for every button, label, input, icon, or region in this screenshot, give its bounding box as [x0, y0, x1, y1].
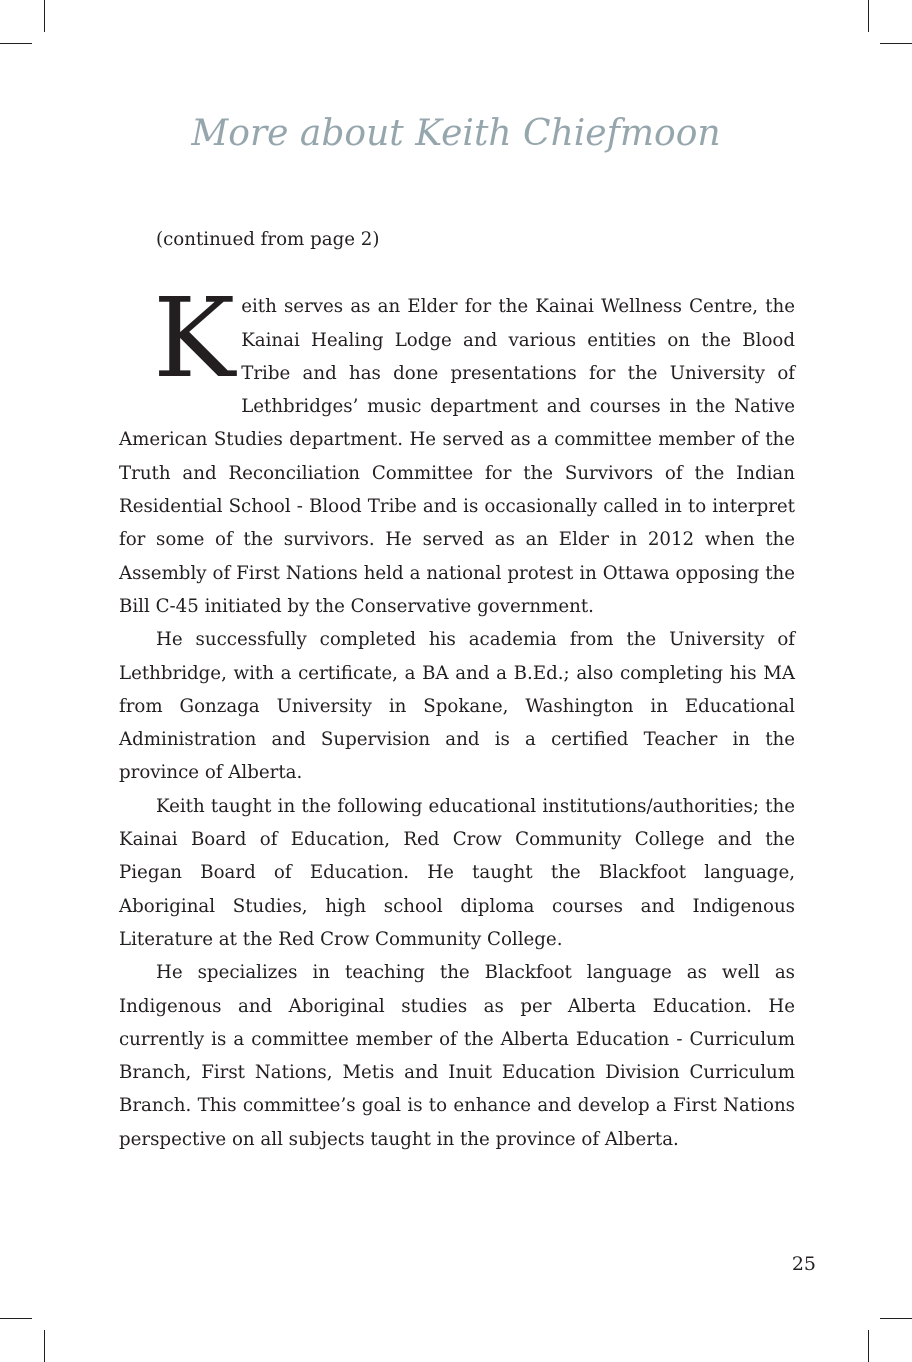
paragraph-1-text: eith serves as an Elder for the Kainai Wellness Centre, the Kainai Healing Lodge and various entities on the Blood Tribe and has done presentations for the University of Lethbridges’ music department and courses in the Native American Studies department. He served as a committee member of the Truth and Reconciliation Committee for the Survivors of the Indian Residential School - Blood Tribe and is occasionally called in to interpret for some of the survivors. He served as an Elder in 2012 when the Assembly of First Nations held a national protest in Ottawa opposing the Bill C-45 initiated by the Conservative government. — [119, 296, 795, 617]
paragraph-1 — [119, 274, 795, 623]
crop-mark-bottom-right-horizontal — [880, 1318, 912, 1319]
paragraph-4: He specializes in teaching the Blackfoot language as well as Indigenous and Aboriginal studies as per Alberta Education. He currently is a committee member of the Alberta Education - Curriculum Branch, First Nations, Metis and Inuit Education Division Curriculum Branch. This committee’s goal is to enhance and develop a First Nations perspective on all subjects taught in the province of Alberta. — [119, 962, 795, 1150]
crop-mark-top-right-vertical — [868, 0, 869, 32]
page-number: 25 — [791, 1253, 816, 1275]
page-title: More about Keith Chiefmoon — [191, 113, 721, 154]
article-body — [119, 223, 795, 1156]
crop-mark-bottom-right-vertical — [868, 1330, 869, 1362]
crop-mark-bottom-left-horizontal — [0, 1318, 32, 1319]
crop-mark-bottom-left-vertical — [44, 1330, 45, 1362]
paragraph-3: Keith taught in the following educational institutions/authorities; the Kainai Board of Education, Red Crow Community College and the Piegan Board of Education. He taught the Blackfoot language, Aboriginal Studies, high school diploma courses and Indigenous Literature at the Red Crow Community College. — [119, 795, 795, 950]
crop-mark-top-right-horizontal — [880, 43, 912, 44]
continued-note: (continued from page 2) — [156, 229, 380, 250]
crop-mark-top-left-horizontal — [0, 43, 32, 44]
drop-cap: K — [153, 274, 236, 403]
paragraph-2: He successfully completed his academia from the University of Lethbridge, with a certificate, a BA and a B.Ed.; also completing his MA from Gonzaga University in Spokane, Washington in Educational Administration and Supervision and is a certified Teacher in the province of Alberta. — [119, 629, 795, 784]
crop-mark-top-left-vertical — [44, 0, 45, 32]
